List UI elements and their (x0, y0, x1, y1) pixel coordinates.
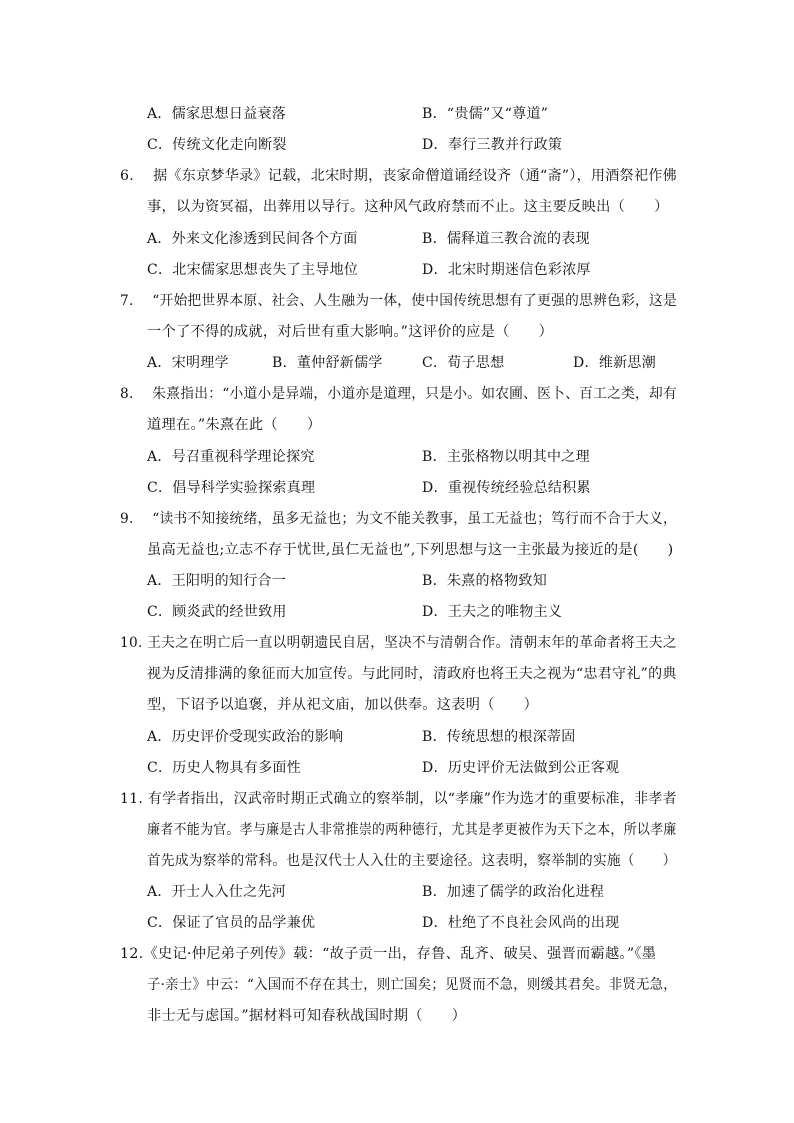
q7-stem-line1: 7. “开始把世界本原、社会、人生融为一体，使中国传统思想有了更强的思辨色彩，这是 (120, 293, 678, 309)
q6-stem-line1: 6. 据《东京梦华录》记载，北宋时期，丧家命僧道诵经设齐（通“斋”），用酒祭祀作佛 (120, 168, 677, 184)
q8-option-a: A．号召重视科学理论探究 (147, 449, 315, 465)
q12-stem-line1: 12.《史记·仲尼弟子列传》载：“故子贡一出，存鲁、乱齐、破吴、强晋而霸越。”《墨 (120, 946, 657, 962)
q11-option-a: A．开士人入仕之先河 (147, 884, 287, 900)
q5-option-b: B．“贵儒”又“尊道” (422, 106, 549, 122)
q11-stem-line1: 11. 有学者指出，汉武帝时期正式确立的察举制，以“孝廉”作为选才的重要标准，非孝者 (120, 791, 677, 807)
q9-stem-line1: 9. “读书不知接统绪，虽多无益也；为文不能关教事，虽工无益也；笃行而不合于大义， (120, 511, 678, 527)
q9-stem-line2: 虽高无益也;立志不存于忧世,虽仁无益也”,下列思想与这一主张最为接近的是( ) (147, 542, 674, 558)
q7-option-d: D．维新思潮 (573, 355, 657, 371)
q11-option-c: C．保证了官员的品学兼优 (147, 915, 316, 931)
q7-stem-line2: 一个了不得的成就，对后世有重大影响。”这评价的应是（ ） (147, 324, 554, 340)
q8-option-d: D．重视传统经验总结积累 (422, 480, 591, 496)
q5-option-d: D．奉行三教并行政策 (422, 137, 563, 153)
q9-option-b: B．朱熹的格物致知 (422, 573, 547, 589)
q6-stem-line2: 事，以为资冥福，出葬用以导行。这种风气政府禁而不止。这主要反映出（ ） (147, 199, 669, 215)
q11-stem-line3: 首先成为察举的常科。也是汉代士人入仕的主要途径。这表明，察举制的实施（ ） (147, 853, 677, 869)
q8-option-c: C．倡导科学实验探索真理 (147, 480, 316, 496)
q10-option-d: D．历史评价无法做到公正客观 (422, 760, 620, 776)
q6-option-a: A．外来文化渗透到民间各个方面 (147, 231, 358, 247)
q7-option-b: B．董仲舒新儒学 (272, 355, 383, 371)
q7-option-c: C．荀子思想 (422, 355, 505, 371)
q11-option-d: D．杜绝了不良社会风尚的出现 (422, 915, 620, 931)
q8-option-b: B．主张格物以明其中之理 (422, 449, 590, 465)
q10-option-a: A．历史评价受现实政治的影响 (147, 729, 344, 745)
q9-option-c: C．顾炎武的经世致用 (147, 604, 287, 620)
q9-option-d: D．王夫之的唯物主义 (422, 604, 563, 620)
q10-stem-line3: 型，下诏予以追褒，并从祀文庙，加以供奉。这表明（ ） (147, 697, 539, 713)
q11-option-b: B．加速了儒学的政治化进程 (422, 884, 605, 900)
q12-stem-line3: 非士无与虑国。”据材料可知春秋战国时期（ ） (147, 1008, 467, 1024)
q8-stem-line1: 8. 朱熹指出：“小道小是异端，小道亦是道理，只是小。如农圃、医卜、百工之类，却有 (120, 386, 678, 402)
q6-option-c: C．北宋儒家思想丧失了主导地位 (147, 262, 359, 278)
q6-option-d: D．北宋时期迷信色彩浓厚 (422, 262, 591, 278)
q5-option-c: C．传统文化走向断裂 (147, 137, 287, 153)
q12-stem-line2: 子·亲士》中云：“入国而不存在其士，则亡国矣；见贤而不急，则缓其君矣。非贤无急， (147, 977, 677, 993)
q11-stem-line2: 廉者不能为官。孝与廉是古人非常推崇的两种德行，尤其是孝更被作为天下之本，所以孝廉 (147, 822, 677, 838)
q10-option-c: C．历史人物具有多面性 (147, 760, 302, 776)
q5-option-a: A．儒家思想日益衰落 (147, 106, 287, 122)
q8-stem-line2: 道理在。”朱熹在此（ ） (147, 417, 322, 433)
q10-stem-line2: 视为反清排满的象征而大加宣传。与此同时，清政府也将王夫之视为“忠君守礼”的典 (147, 666, 677, 682)
q10-option-b: B．传统思想的根深蒂固 (422, 729, 576, 745)
q9-option-a: A．王阳明的知行合一 (147, 573, 287, 589)
q10-stem-line1: 10. 王夫之在明亡后一直以明朝遗民自居，坚决不与清朝合作。清朝末年的革命者将王夫之 (120, 635, 677, 651)
q7-option-a: A．宋明理学 (147, 355, 229, 371)
q6-option-b: B．儒释道三教合流的表现 (422, 231, 590, 247)
